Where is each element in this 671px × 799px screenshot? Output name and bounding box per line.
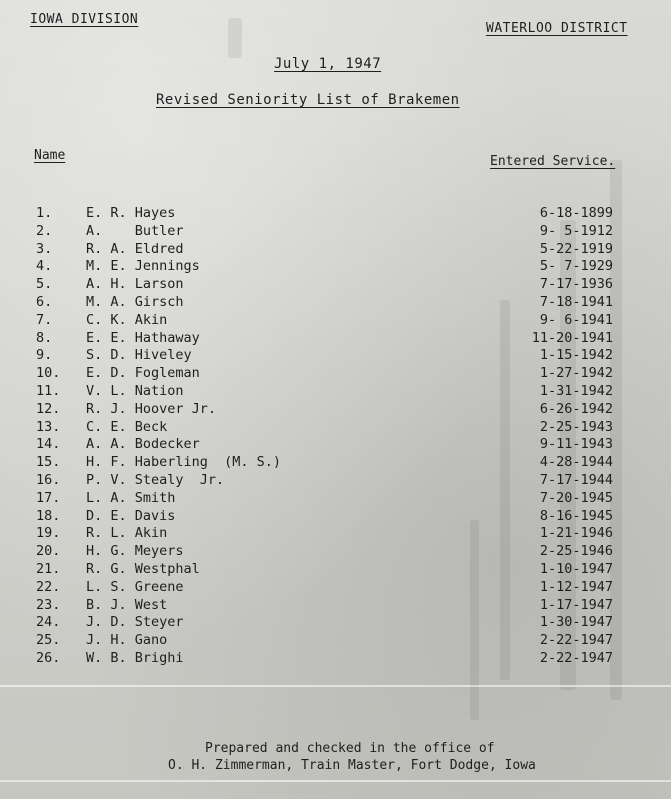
list-item (0, 223, 671, 241)
entry-number: 1. (36, 205, 53, 221)
list-item (0, 436, 671, 454)
entry-number: 13. (36, 418, 61, 435)
entry-number: 7. (36, 311, 53, 328)
paper-fold (0, 780, 671, 782)
brakeman-name: R. A. Eldred (86, 240, 184, 257)
brakeman-name: D. E. Davis (86, 507, 176, 524)
entry-number: 23. (36, 596, 61, 613)
entry-number: 15. (36, 454, 61, 471)
entered-service-date: 7-17-1944 (539, 471, 613, 488)
brakeman-name: R. G. Westphal (86, 560, 200, 577)
entered-service-date: 9- 5-1912 (539, 222, 613, 239)
list-item (0, 294, 671, 312)
entry-number: 17. (36, 489, 61, 506)
seniority-list (0, 205, 671, 668)
brakeman-name: C. E. Beck (86, 418, 168, 435)
list-item (0, 312, 671, 330)
entered-service-date: 11-20-1941 (531, 329, 613, 346)
entry-number: 18. (36, 507, 61, 524)
list-item (0, 490, 671, 508)
brakeman-name: L. S. Greene (86, 578, 184, 595)
brakeman-name: E. R. Hayes (86, 205, 176, 221)
list-item (0, 579, 671, 597)
brakeman-name: W. B. Brighi (86, 649, 184, 666)
brakeman-name: A. A. Bodecker (86, 436, 200, 453)
entered-service-date: 1-21-1946 (539, 525, 613, 542)
brakeman-name: H. G. Meyers (86, 543, 184, 560)
entry-number: 25. (36, 632, 61, 649)
list-item (0, 561, 671, 579)
entered-service-date: 7-18-1941 (539, 293, 613, 310)
list-item (0, 330, 671, 348)
brakeman-name: P. V. Stealy Jr. (86, 471, 225, 488)
brakeman-name: A. Butler (86, 222, 184, 239)
name-column-header: Name (34, 148, 66, 163)
list-item (0, 525, 671, 543)
brakeman-name: J. H. Gano (86, 632, 168, 649)
entered-service-date: 9-11-1943 (539, 436, 613, 453)
division-label: IOWA DIVISION (30, 12, 139, 27)
entry-number: 10. (36, 365, 61, 382)
entered-service-date: 1-31-1942 (539, 382, 613, 399)
brakeman-name: E. D. Fogleman (86, 365, 200, 382)
list-item (0, 650, 671, 668)
brakeman-name: J. D. Steyer (86, 614, 184, 631)
entered-service-date: 5- 7-1929 (539, 258, 613, 275)
entered-service-date: 2-22-1947 (539, 649, 613, 666)
entry-number: 26. (36, 649, 61, 666)
document-date: July 1, 1947 (274, 56, 382, 72)
list-item (0, 508, 671, 526)
entered-service-column-header: Entered Service. (490, 154, 616, 169)
footer-signature-line: O. H. Zimmerman, Train Master, Fort Dodge, Iowa (168, 758, 536, 773)
document-title: Revised Seniority List of Brakemen (156, 92, 460, 108)
entry-number: 4. (36, 258, 53, 275)
entered-service-date: 5-22-1919 (539, 240, 613, 257)
entry-number: 22. (36, 578, 61, 595)
entered-service-date: 2-25-1943 (539, 418, 613, 435)
entered-service-date: 7-20-1945 (539, 489, 613, 506)
entry-number: 20. (36, 543, 61, 560)
entered-service-date: 1-27-1942 (539, 365, 613, 382)
entered-service-date: 1-30-1947 (539, 614, 613, 631)
entry-number: 9. (36, 347, 53, 364)
list-item (0, 472, 671, 490)
entry-number: 12. (36, 400, 61, 417)
entry-number: 16. (36, 471, 61, 488)
entry-number: 24. (36, 614, 61, 631)
brakeman-name: M. E. Jennings (86, 258, 200, 275)
brakeman-name: H. F. Haberling (M. S.) (86, 454, 282, 471)
list-item (0, 383, 671, 401)
entered-service-date: 1-15-1942 (539, 347, 613, 364)
entered-service-date: 1-10-1947 (539, 560, 613, 577)
list-item (0, 205, 671, 223)
list-item (0, 419, 671, 437)
list-item (0, 276, 671, 294)
brakeman-name: R. J. Hoover Jr. (86, 400, 217, 417)
brakeman-name: V. L. Nation (86, 382, 184, 399)
list-item (0, 632, 671, 650)
entered-service-date: 9- 6-1941 (539, 311, 613, 328)
entry-number: 5. (36, 276, 53, 293)
brakeman-name: B. J. West (86, 596, 168, 613)
brakeman-name: A. H. Larson (86, 276, 184, 293)
brakeman-name: S. D. Hiveley (86, 347, 192, 364)
entered-service-date: 6-26-1942 (539, 400, 613, 417)
entry-number: 19. (36, 525, 61, 542)
list-item (0, 258, 671, 276)
entered-service-date: 4-28-1944 (539, 454, 613, 471)
entry-number: 11. (36, 382, 61, 399)
entered-service-date: 1-12-1947 (539, 578, 613, 595)
brakeman-name: C. K. Akin (86, 311, 168, 328)
entry-number: 21. (36, 560, 61, 577)
entered-service-date: 8-16-1945 (539, 507, 613, 524)
entry-number: 2. (36, 222, 53, 239)
district-label: WATERLOO DISTRICT (486, 21, 628, 36)
entered-service-date: 2-22-1947 (539, 632, 613, 649)
brakeman-name: R. L. Akin (86, 525, 168, 542)
entry-number: 14. (36, 436, 61, 453)
water-stain (228, 18, 242, 58)
brakeman-name: M. A. Girsch (86, 293, 184, 310)
list-item (0, 347, 671, 365)
paper-fold (0, 685, 671, 687)
list-item (0, 454, 671, 472)
brakeman-name: L. A. Smith (86, 489, 176, 506)
brakeman-name: E. E. Hathaway (86, 329, 200, 346)
footer-prepared-line: Prepared and checked in the office of (205, 741, 495, 756)
list-item (0, 401, 671, 419)
entry-number: 8. (36, 329, 53, 346)
list-item (0, 597, 671, 615)
list-item (0, 365, 671, 383)
list-item (0, 543, 671, 561)
entered-service-date: 2-25-1946 (539, 543, 613, 560)
entered-service-date: 6-18-1899 (539, 205, 613, 221)
list-item (0, 614, 671, 632)
entry-number: 3. (36, 240, 53, 257)
list-item (0, 241, 671, 259)
entered-service-date: 1-17-1947 (539, 596, 613, 613)
entry-number: 6. (36, 293, 53, 310)
entered-service-date: 7-17-1936 (539, 276, 613, 293)
